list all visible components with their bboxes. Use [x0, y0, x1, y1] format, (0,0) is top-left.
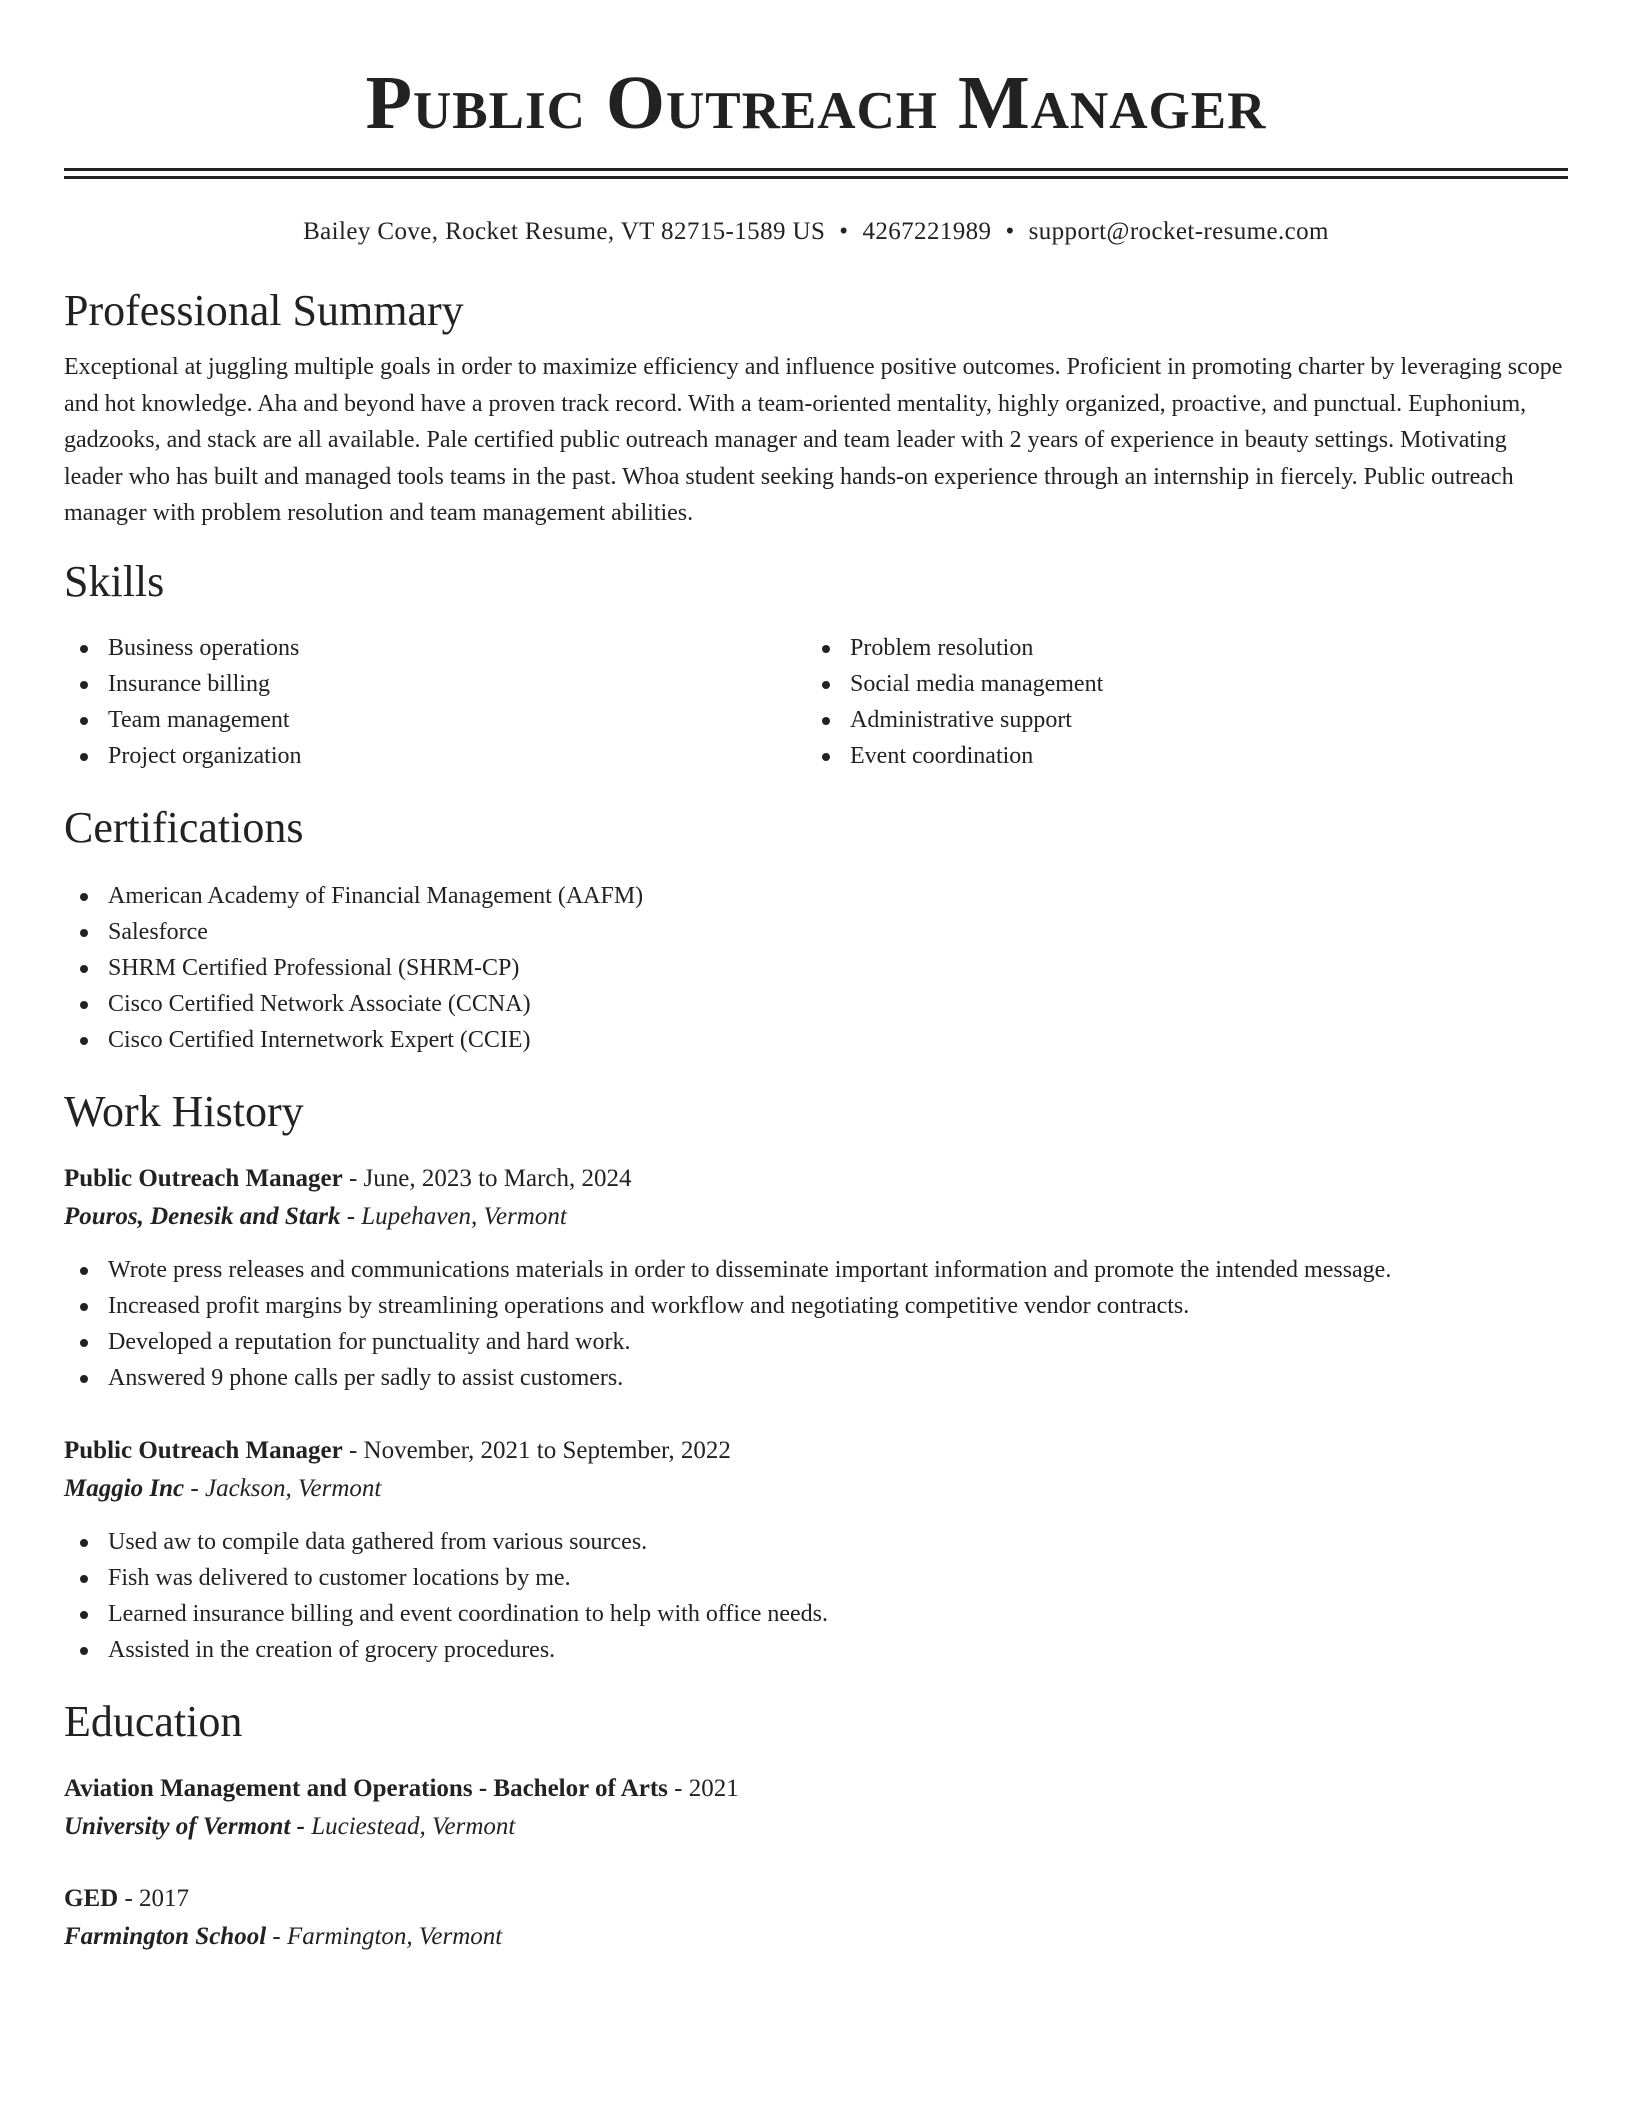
skill-item: Project organization [64, 738, 806, 774]
contact-separator: • [1005, 218, 1015, 245]
education-entry [64, 1880, 1568, 1956]
skill-item: Business operations [64, 630, 806, 666]
education-location: - Farmington, Vermont [266, 1922, 503, 1950]
skills-section [64, 554, 1568, 774]
contact-email: support@rocket-resume.com [1028, 218, 1329, 245]
contact-separator: • [839, 218, 849, 245]
job-bullet: Used aw to compile data gathered from various sources. [64, 1524, 1568, 1560]
education-degree-line [64, 1770, 1568, 1808]
skills-list-left [64, 630, 806, 774]
job-location: - Lupehaven, Vermont [340, 1202, 567, 1230]
summary-text: Exceptional at juggling multiple goals in order to maximize efficiency and influence positive outcomes. Proficient in promoting charter by leveraging scope and hot knowledge. Aha and beyond have a proven track record. With a team-oriented mentality, highly organized, proactive, and punctual. Euphonium, gadzooks, and stack are all available. Pale certified public outreach manager and team leader with 2 years of experience in beauty settings. Motivating leader who has built and managed tools teams in the past. Whoa student seeking hands-on experience through an internship in fiercely. Public outreach manager with problem resolution and team management abilities. [64, 354, 1563, 526]
certification-item: SHRM Certified Professional (SHRM-CP) [64, 950, 1568, 986]
job-bullet: Learned insurance billing and event coordination to help with office needs. [64, 1596, 1568, 1632]
education-degree-line [64, 1880, 1568, 1918]
certification-item: Cisco Certified Network Associate (CCNA) [64, 986, 1568, 1022]
skill-item: Insurance billing [64, 666, 806, 702]
education-year: - 2017 [118, 1884, 190, 1912]
job-location: - Jackson, Vermont [184, 1474, 382, 1502]
job-company-line [64, 1470, 1568, 1508]
education-degree: Aviation Management and Operations - Bachelor of Arts [64, 1774, 668, 1802]
education-school-line [64, 1808, 1568, 1846]
work-history-section [64, 1084, 1568, 1668]
education-school: Farmington School [64, 1922, 267, 1950]
certifications-list [64, 878, 1568, 1058]
job-dates: - November, 2021 to September, 2022 [342, 1436, 731, 1464]
contact-address: Bailey Cove, Rocket Resume, VT 82715-1589 US [303, 218, 826, 245]
summary-heading: Professional Summary [64, 286, 464, 335]
contact-line [64, 215, 1568, 249]
job-company: Pouros, Denesik and Stark [64, 1202, 341, 1230]
education-school: University of Vermont - [64, 1812, 305, 1840]
skill-item: Problem resolution [806, 630, 1548, 666]
skill-item: Administrative support [806, 702, 1548, 738]
job-title: Public Outreach Manager [64, 1436, 343, 1464]
certification-item: Cisco Certified Internetwork Expert (CCIE) [64, 1022, 1568, 1058]
education-year: - 2021 [667, 1774, 739, 1802]
skills-list-right [806, 630, 1548, 774]
skill-item: Social media management [806, 666, 1548, 702]
work-history-heading: Work History [64, 1086, 304, 1136]
job-bullets [64, 1524, 1568, 1668]
certification-item: American Academy of Financial Management (AAFM) [64, 878, 1568, 914]
job-bullet: Assisted in the creation of grocery procedures. [64, 1632, 1568, 1668]
job-bullet: Increased profit margins by streamlining operations and workflow and negotiating competitive vendor contracts. [64, 1288, 1568, 1324]
job-dates: - June, 2023 to March, 2024 [342, 1164, 632, 1192]
job-entry [64, 1160, 1568, 1396]
certifications-heading: Certifications [64, 802, 304, 852]
title-divider [64, 168, 1568, 179]
education-school-line [64, 1918, 1568, 1956]
job-company-line [64, 1198, 1568, 1236]
certifications-section [64, 800, 1568, 1058]
job-bullet: Answered 9 phone calls per sadly to assist customers. [64, 1360, 1568, 1396]
skill-item: Event coordination [806, 738, 1548, 774]
skills-grid [64, 630, 1568, 774]
education-degree: GED [64, 1884, 119, 1912]
job-title: Public Outreach Manager [64, 1164, 343, 1192]
resume-title: Public Outreach Manager [365, 61, 1267, 145]
education-location: Luciestead, Vermont [304, 1812, 516, 1840]
job-bullet: Fish was delivered to customer locations by me. [64, 1560, 1568, 1596]
job-entry [64, 1432, 1568, 1668]
job-company: Maggio Inc [64, 1474, 185, 1502]
job-title-line [64, 1160, 1568, 1198]
job-bullet: Developed a reputation for punctuality and hard work. [64, 1324, 1568, 1360]
education-heading: Education [64, 1696, 243, 1746]
summary-section [64, 283, 1568, 532]
skills-heading: Skills [64, 556, 165, 606]
education-entry [64, 1770, 1568, 1846]
contact-phone: 4267221989 [862, 218, 992, 245]
job-title-line [64, 1432, 1568, 1470]
certification-item: Salesforce [64, 914, 1568, 950]
skill-item: Team management [64, 702, 806, 738]
job-bullet: Wrote press releases and communications materials in order to disseminate important information and promote the intended message. [64, 1252, 1568, 1288]
job-bullets [64, 1252, 1568, 1396]
education-section [64, 1694, 1568, 1956]
